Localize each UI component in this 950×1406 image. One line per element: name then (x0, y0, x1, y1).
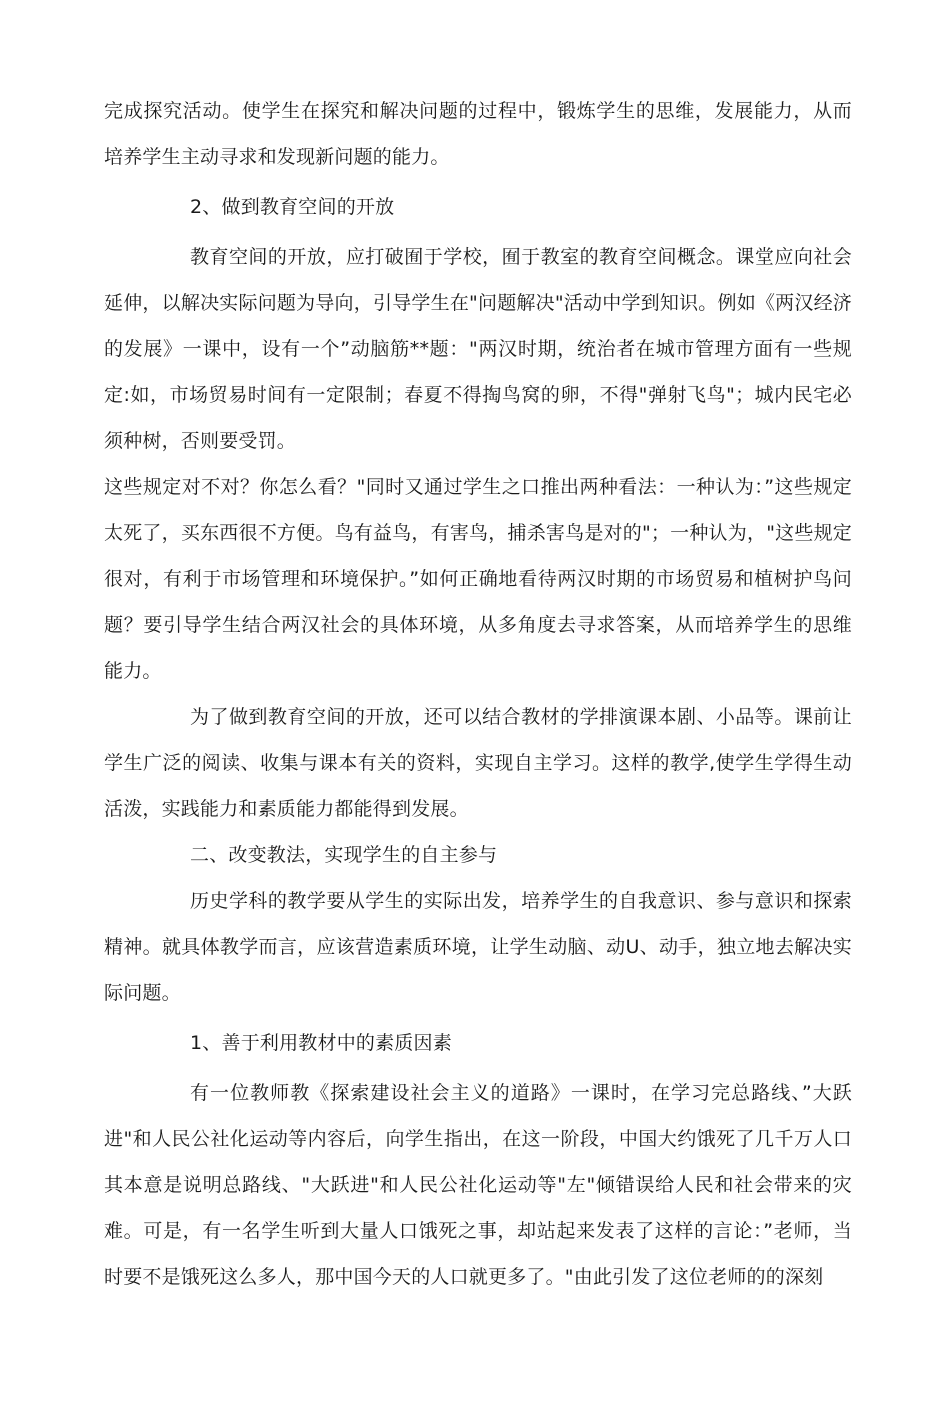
section-heading-er: 二、改变教法，实现学生的自主参与 (190, 844, 498, 866)
document-page (104, 88, 852, 1300)
paragraph-1: 完成探究活动。使学生在探究和解决问题的过程中，锻炼学生的思维，发展能力，从而培养学生主动寻求和发现新问题的能力。 (104, 100, 852, 168)
paragraph-4: 为了做到教育空间的开放，还可以结合教材的学排演课本剧、小品等。课前让学生广泛的阅读、收集与课本有关的资料，实现自主学习。这样的教学,使学生学得生动活泼，实践能力和素质能力都能得到发展。 (104, 706, 852, 820)
paragraph-5: 历史学科的教学要从学生的实际出发，培养学生的自我意识、参与意识和探索精神。就具体教学而言，应该营造素质环境，让学生动脑、动U、动手，独立地去解决实际问题。 (104, 890, 852, 1004)
section-heading-1: 1、善于利用教材中的素质因素 (190, 1032, 452, 1054)
paragraph-3: 这些规定对不对？你怎么看？"同时又通过学生之口推出两种看法：一种认为：”这些规定太死了，买东西很不方便。鸟有益鸟，有害鸟，捕杀害鸟是对的"；一种认为，"这些规定很对，有利于市场管理和环境保护。”如何正确地看待两汉时期的市场贸易和植树护鸟问题？要引导学生结合两汉社会的具体环境，从多角度去寻求答案，从而培养学生的思维能力。 (104, 476, 852, 682)
paragraph-2: 教育空间的开放，应打破囿于学校，囿于教室的教育空间概念。课堂应向社会延伸，以解决实际问题为导向，引导学生在"问题解决"活动中学到知识。例如《两汉经济的发展》一课中，设有一个”动脑筋**题："两汉时期，统治者在城市管理方面有一些规定:如，市场贸易时间有一定限制；春夏不得掏鸟窝的卵，不得"弹射飞鸟"；城内民宅必须种树，否则要受罚。 (104, 246, 852, 452)
paragraph-6: 有一位教师教《探索建设社会主义的道路》一课时，在学习完总路线、”大跃进"和人民公社化运动等内容后，向学生指出，在这一阶段，中国大约饿死了几千万人口其本意是说明总路线、"大跃进"和人民公社化运动等"左"倾错误给人民和社会带来的灾难。可是，有一名学生听到大量人口饿死之事，却站起来发表了这样的言论：”老师，当时要不是饿死这么多人，那中国今天的人口就更多了。"由此引发了这位老师的的深刻 (104, 1082, 852, 1288)
section-heading-2: 2、做到教育空间的开放 (190, 196, 395, 218)
